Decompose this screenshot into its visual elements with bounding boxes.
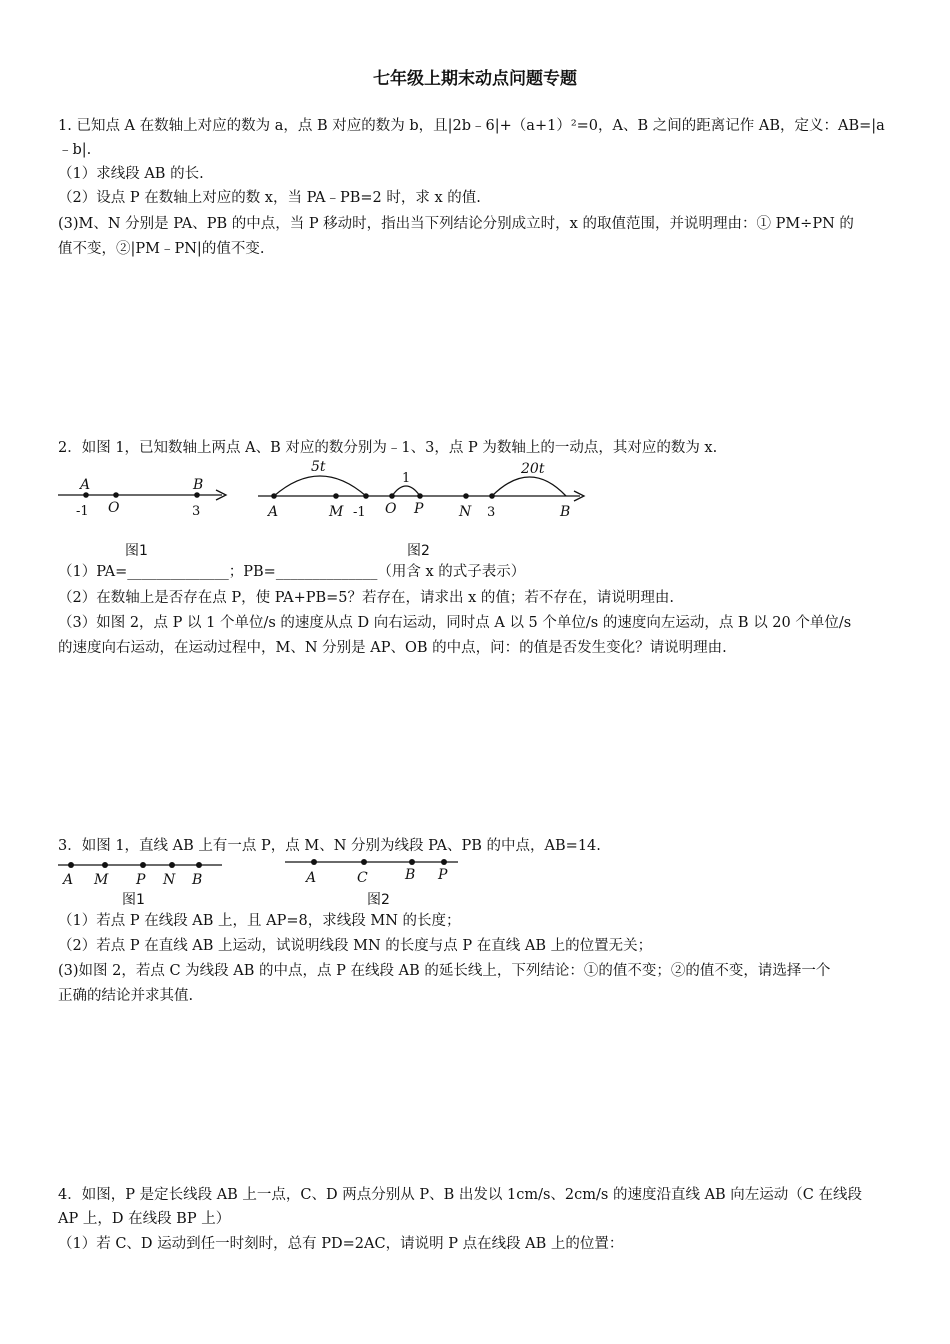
q1-line-2: ﹣b|. — [58, 142, 92, 158]
label-b: B — [405, 867, 416, 883]
q1-part-1: （1）求线段 AB 的长. — [58, 166, 204, 182]
tick-label-neg1: -1 — [353, 505, 366, 520]
label-a: A — [268, 504, 279, 520]
q4-line-1: 4．如图，P 是定长线段 AB 上一点，C、D 两点分别从 P、B 出发以 1cm/s、2cm/s 的速度沿直线 AB 向左运动（C 在线段 — [58, 1187, 863, 1203]
figure-caption: 图2 — [367, 892, 390, 908]
label-b: B — [560, 504, 571, 520]
point-c — [361, 859, 367, 865]
q3-part-3: (3)如图 2，若点 C 为线段 AB 的中点，点 P 在线段 AB 的延长线上，下列结论：①的值不变；②的值不变，请选择一个 — [58, 963, 831, 979]
point-p — [441, 859, 447, 865]
label-b: B — [192, 872, 203, 888]
label-m: M — [94, 872, 109, 888]
label-p: P — [136, 872, 146, 888]
figure-caption: 图1 — [125, 543, 148, 559]
arc-label-1: 1 — [402, 471, 411, 486]
q1-part-3-cont: 值不变，②|PM﹣PN|的值不变. — [58, 241, 265, 257]
label-o: O — [108, 500, 120, 516]
q2-part-3-cont: 的速度向右运动，在运动过程中，M、N 分别是 AP、OB 的中点，问：的值是否发生变化？请说明理由. — [58, 640, 727, 656]
label-a: A — [63, 872, 74, 888]
q1-part-3: (3)M、N 分别是 PA、PB 的中点，当 P 移动时，指出当下列结论分别成立时，x 的取值范围，并说明理由：① PM÷PN 的 — [58, 216, 854, 232]
q3-part-2: （2）若点 P 在直线 AB 上运动，试说明线段 MN 的长度与点 P 在直线 AB 上的位置无关； — [58, 938, 653, 954]
tick-label-3: 3 — [487, 505, 496, 520]
label-m: M — [329, 504, 344, 520]
q2-part-2: （2）在数轴上是否存在点 P，使 PA+PB=5？若存在，请求出 x 的值；若不存在，请说明理由. — [58, 590, 675, 606]
label-c: C — [357, 870, 368, 886]
q4-part-1: （1）若 C、D 运动到任一时刻时，总有 PD=2AC，请说明 P 点在线段 AB 上的位置： — [58, 1236, 624, 1252]
label-p: P — [414, 501, 424, 517]
label-n: N — [459, 504, 472, 520]
arc-label-5t: 5t — [311, 459, 326, 475]
label-n: N — [163, 872, 176, 888]
tick-label-3: 3 — [192, 504, 201, 519]
label-o: O — [385, 501, 397, 517]
q2-part-3: （3）如图 2，点 P 以 1 个单位/s 的速度从点 D 向右运动，同时点 A 以 5 个单位/s 的速度向左运动，点 B 以 20 个单位/s — [58, 615, 852, 631]
q4-line-2: AP 上，D 在线段 BP 上） — [58, 1211, 231, 1227]
point-b — [409, 859, 415, 865]
q2-line-1: 2．如图 1，已知数轴上两点 A、B 对应的数分别为﹣1、3，点 P 为数轴上的一动点，其对应的数为 x. — [58, 440, 718, 456]
q1-part-2: （2）设点 P 在数轴上对应的数 x，当 PA﹣PB=2 时，求 x 的值. — [58, 190, 481, 206]
q2-part-1: （1）PA=______________；PB=______________（用含 x 的式子表示） — [58, 564, 526, 580]
arc-label-20t: 20t — [521, 461, 545, 477]
point-a — [311, 859, 317, 865]
q3-line-1: 3．如图 1，直线 AB 上有一点 P，点 M、N 分别为线段 PA、PB 的中点，AB=14. — [58, 838, 601, 854]
label-a: A — [306, 870, 317, 886]
q3-part-3-cont: 正确的结论并求其值. — [58, 988, 194, 1004]
q1-line-1: 1. 已知点 A 在数轴上对应的数为 a，点 B 对应的数为 b，且|2b﹣6|+（a+1）²=0，A、B 之间的距离记作 AB，定义：AB=|a — [58, 118, 885, 134]
figure-caption: 图1 — [122, 892, 145, 908]
label-b: B — [193, 477, 204, 493]
tick-label-neg1: -1 — [76, 504, 89, 519]
q3-part-1: （1）若点 P 在线段 AB 上，且 AP=8，求线段 MN 的长度； — [58, 913, 461, 929]
label-p: P — [438, 867, 448, 883]
page-title: 七年级上期末动点问题专题 — [373, 69, 577, 89]
label-a: A — [80, 477, 91, 493]
figure-caption: 图2 — [407, 543, 430, 559]
